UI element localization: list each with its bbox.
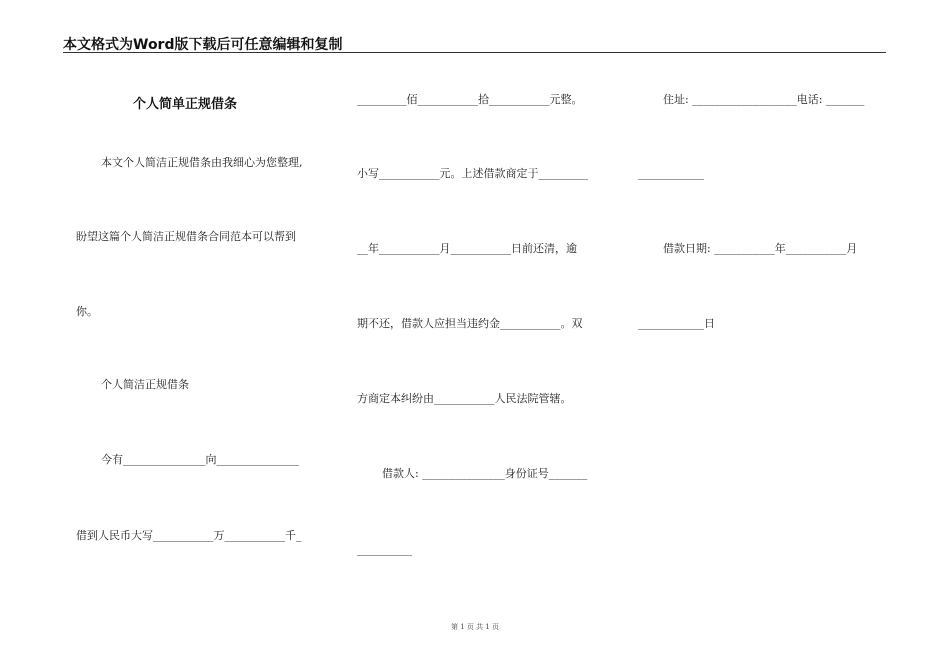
col1-line-5: 今有_______________向_______________: [101, 453, 299, 466]
col3-line-4: ____________日: [638, 317, 715, 330]
page-header-text: 本文格式为Word版下载后可任意编辑和复制: [63, 37, 343, 53]
col1-line-2: 盼望这篇个人简洁正规借条合同范本可以帮到: [76, 230, 296, 243]
col1-line-1: 本文个人简洁正规借条由我细心为您整理,: [101, 156, 303, 169]
col2-line-1: _________佰___________拾___________元整。: [357, 93, 583, 106]
col2-line-4: 期不还，借款人应担当违约金___________。双: [357, 317, 583, 330]
col1-line-4: 个人简洁正规借条: [101, 378, 189, 391]
col1-line-3: 你。: [76, 305, 98, 318]
col2-line-2: 小写___________元。上述借款商定于_________: [357, 167, 588, 180]
col2-line-6: 借款人: _______________身份证号_______: [382, 467, 588, 480]
col2-line-3: __年___________月___________日前还清，逾: [357, 242, 577, 255]
document-title: 个人简单正规借条: [133, 97, 238, 112]
col2-line-7: __________: [357, 543, 412, 556]
col3-line-2: ____________: [638, 167, 704, 180]
col3-line-3: 借款日期: ___________年___________月: [663, 242, 858, 255]
col1-line-6: 借到人民币大写___________万___________千_: [76, 529, 302, 542]
col3-line-1: 住址: ___________________电话: _______: [663, 93, 865, 106]
page-footer: 第 1 页 共 1 页: [450, 623, 500, 631]
header-rule: [63, 52, 886, 53]
col2-line-5: 方商定本纠纷由___________人民法院管辖。: [357, 392, 572, 405]
